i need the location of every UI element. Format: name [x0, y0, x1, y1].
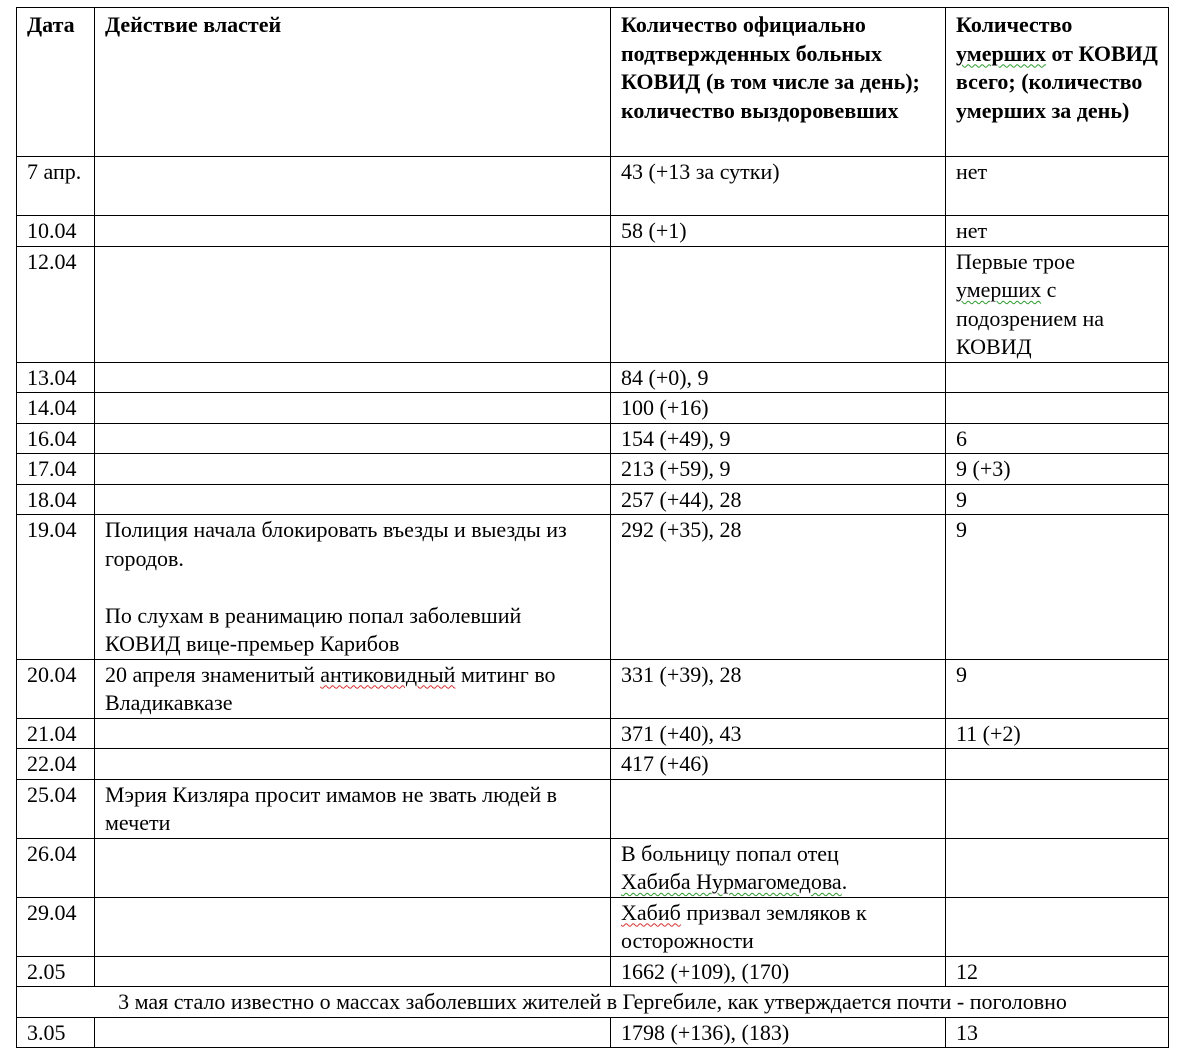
- cell-cases: 1798 (+136), (183): [611, 1017, 946, 1048]
- table-row: [17, 779, 1169, 838]
- header-deaths-pre: Количество: [956, 12, 1073, 37]
- cell-action: [95, 1017, 611, 1048]
- cell-date: 2.05: [17, 956, 95, 987]
- cell-date: 16.04: [17, 423, 95, 454]
- cell-action: [95, 454, 611, 485]
- cell-deaths: 13: [946, 1017, 1169, 1048]
- header-date: Дата: [17, 8, 95, 157]
- table-row: [17, 718, 1169, 749]
- cell-date: 18.04: [17, 484, 95, 515]
- cell-cases: 84 (+0), 9: [611, 362, 946, 393]
- cell-cases: [611, 838, 946, 897]
- cases-word: Хабиба Нурмагомедова: [621, 869, 842, 894]
- table-row: [17, 659, 1169, 718]
- cell-action: [95, 393, 611, 424]
- cell-date: 7 апр.: [17, 157, 95, 216]
- action-post: митинг во Владикавказе: [105, 661, 556, 715]
- cell-cases: 43 (+13 за сутки): [611, 157, 946, 216]
- table-row: [17, 749, 1169, 780]
- header-deaths-post: от КОВИД всего; (количество умерших за день): [956, 40, 1158, 123]
- action-word: антиковидный: [320, 661, 456, 687]
- cell-deaths: [946, 749, 1169, 780]
- cell-cases: 58 (+1): [611, 216, 946, 247]
- cell-deaths: нет: [946, 216, 1169, 247]
- cell-date: 12.04: [17, 246, 95, 362]
- deaths-word: умерших: [956, 277, 1042, 302]
- cell-action: [95, 246, 611, 362]
- cell-date: 13.04: [17, 362, 95, 393]
- cell-date: 19.04: [17, 515, 95, 660]
- cell-action: [95, 362, 611, 393]
- deaths-pre: Первые трое: [956, 248, 1076, 274]
- cell-action: [95, 216, 611, 247]
- cell-date: 3.05: [17, 1017, 95, 1048]
- cell-cases: 154 (+49), 9: [611, 423, 946, 454]
- header-deaths-word: умерших: [956, 40, 1046, 66]
- action-pre: 20 апреля знаменитый: [105, 661, 321, 687]
- action-paragraph-2: По слухам в реанимацию попал заболевший КОВИД вице-премьер Карибов: [105, 602, 522, 656]
- note-row: [17, 987, 1169, 1018]
- cell-deaths: 9 (+3): [946, 454, 1169, 485]
- cell-date: 26.04: [17, 838, 95, 897]
- cell-cases: 213 (+59), 9: [611, 454, 946, 485]
- note-cell: 3 мая стало известно о массах заболевших жителей в Гергебиле, как утверждается почти - поголовно: [17, 987, 1169, 1018]
- table-row: [17, 897, 1169, 956]
- cell-cases: 417 (+46): [611, 749, 946, 780]
- cases-word: Хабиб: [621, 899, 681, 925]
- cell-action: [95, 749, 611, 780]
- table-row: [17, 515, 1169, 660]
- cell-deaths: [946, 246, 1169, 362]
- header-row: [17, 8, 1169, 157]
- cell-date: 22.04: [17, 749, 95, 780]
- cell-cases: 371 (+40), 43: [611, 718, 946, 749]
- cell-date: 20.04: [17, 659, 95, 718]
- cell-cases: [611, 779, 946, 838]
- cases-post: призвал земляков к осторожности: [621, 899, 867, 953]
- cell-cases: [611, 246, 946, 362]
- table-row: [17, 393, 1169, 424]
- cell-date: 10.04: [17, 216, 95, 247]
- cell-action: [95, 838, 611, 897]
- header-cases: Количество официально подтвержденных больных КОВИД (в том числе за день); количество выздоровевших: [611, 8, 946, 157]
- deaths-post: с подозрением на КОВИД: [956, 277, 1105, 359]
- cell-deaths: [946, 838, 1169, 897]
- cases-post: .: [841, 869, 848, 894]
- cell-deaths: 9: [946, 659, 1169, 718]
- cell-deaths: [946, 362, 1169, 393]
- cell-deaths: 12: [946, 956, 1169, 987]
- table-row: [17, 216, 1169, 247]
- cell-action: Мэрия Кизляра просит имамов не звать людей в мечети: [95, 779, 611, 838]
- cell-cases: [611, 897, 946, 956]
- cell-action: [95, 423, 611, 454]
- cell-date: 21.04: [17, 718, 95, 749]
- header-action: Действие властей: [95, 8, 611, 157]
- table-row: [17, 246, 1169, 362]
- cell-deaths: нет: [946, 157, 1169, 216]
- cell-date: 29.04: [17, 897, 95, 956]
- table-row: [17, 157, 1169, 216]
- cell-action: [95, 897, 611, 956]
- action-paragraph-1: Полиция начала блокировать въезды и выезды из городов.: [105, 517, 567, 571]
- table-row: [17, 454, 1169, 485]
- table-row: [17, 838, 1169, 897]
- cell-deaths: 6: [946, 423, 1169, 454]
- cell-deaths: [946, 393, 1169, 424]
- cell-deaths: [946, 779, 1169, 838]
- cell-deaths: 9: [946, 515, 1169, 660]
- cell-cases: 292 (+35), 28: [611, 515, 946, 660]
- cell-cases: 257 (+44), 28: [611, 484, 946, 515]
- cell-action: [95, 157, 611, 216]
- cell-deaths: [946, 897, 1169, 956]
- cell-date: 14.04: [17, 393, 95, 424]
- cell-action: [95, 484, 611, 515]
- table-row: [17, 484, 1169, 515]
- cell-date: 25.04: [17, 779, 95, 838]
- cell-action: [95, 956, 611, 987]
- cell-cases: 1662 (+109), (170): [611, 956, 946, 987]
- cell-action: [95, 515, 611, 660]
- table-row: [17, 956, 1169, 987]
- cell-cases: 100 (+16): [611, 393, 946, 424]
- cell-deaths: 11 (+2): [946, 718, 1169, 749]
- cell-cases: 331 (+39), 28: [611, 659, 946, 718]
- header-deaths: [946, 8, 1169, 157]
- cell-date: 17.04: [17, 454, 95, 485]
- table-row: [17, 1017, 1169, 1048]
- cell-action: [95, 659, 611, 718]
- cell-action: [95, 718, 611, 749]
- covid-table: [16, 7, 1169, 1048]
- table-row: [17, 362, 1169, 393]
- table-row: [17, 423, 1169, 454]
- cell-deaths: 9: [946, 484, 1169, 515]
- cases-line-1: В больницу попал отец: [621, 840, 839, 866]
